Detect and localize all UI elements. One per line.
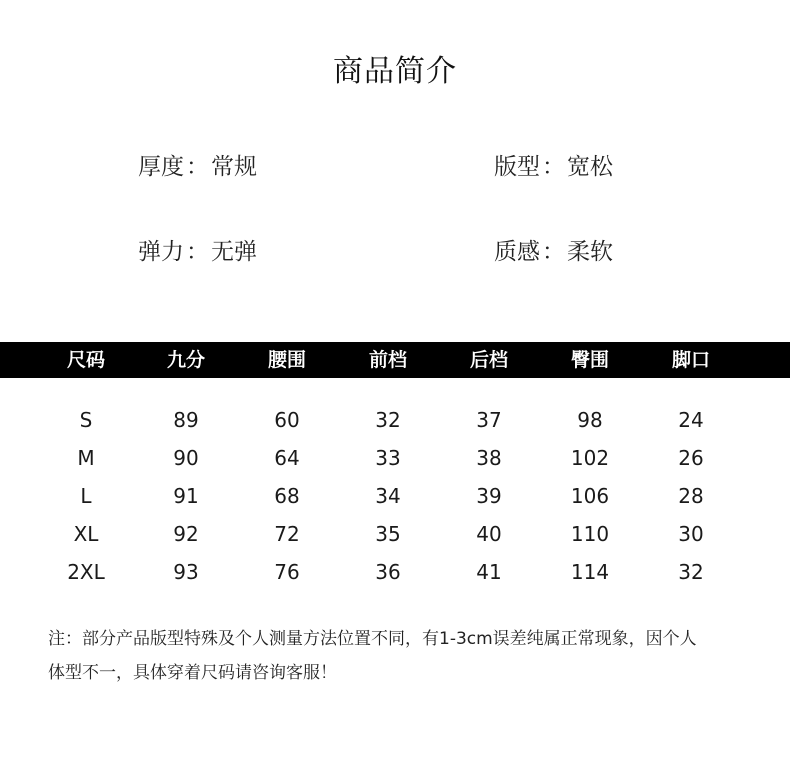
table-cell: 93: [173, 560, 199, 584]
attribute-fit: [494, 148, 613, 181]
table-cell: 98: [577, 408, 603, 432]
header-back-rise: 后档: [469, 349, 509, 371]
attribute-value: 无弹: [211, 239, 257, 265]
attribute-separator: ：: [542, 154, 565, 180]
attribute-separator: ：: [186, 154, 209, 180]
note-line: 注：部分产品版型特殊及个人测量方法位置不同，有1-3cm误差纯属正常现象，因个人: [48, 629, 697, 649]
table-cell: 106: [570, 484, 610, 508]
table-row: [0, 439, 790, 477]
table-cell: 36: [375, 560, 401, 584]
table-cell: M: [77, 446, 95, 470]
table-row: [0, 553, 790, 591]
header-hip: 臀围: [570, 349, 610, 371]
header-size: 尺码: [66, 349, 106, 371]
table-cell: 64: [274, 446, 300, 470]
size-note: [48, 622, 748, 690]
table-cell: 68: [274, 484, 300, 508]
table-cell: 24: [678, 408, 704, 432]
table-cell: 38: [476, 446, 502, 470]
table-cell: 90: [173, 446, 199, 470]
table-cell: 39: [476, 484, 502, 508]
table-cell: L: [80, 484, 92, 508]
table-cell: 76: [274, 560, 300, 584]
page-title: 商品简介: [333, 54, 457, 89]
table-cell: 60: [274, 408, 300, 432]
table-cell: 2XL: [67, 560, 105, 584]
table-cell: 91: [173, 484, 199, 508]
attribute-separator: ：: [186, 239, 209, 265]
attribute-label: 弹力: [138, 239, 184, 265]
table-cell: 37: [476, 408, 502, 432]
table-cell: 41: [476, 560, 502, 584]
table-row: [0, 477, 790, 515]
header-leg-opening: 脚口: [671, 349, 711, 371]
attribute-thickness: [138, 148, 257, 181]
size-table-header: [0, 342, 790, 378]
attribute-value: 柔软: [567, 239, 613, 265]
table-cell: S: [79, 408, 93, 432]
header-front-rise: 前档: [368, 349, 408, 371]
attribute-label: 厚度: [138, 154, 184, 180]
table-cell: 34: [375, 484, 401, 508]
attribute-elasticity: [138, 233, 257, 266]
table-cell: 40: [476, 522, 502, 546]
attribute-label: 版型: [494, 154, 540, 180]
table-cell: 89: [173, 408, 199, 432]
attribute-separator: ：: [542, 239, 565, 265]
table-cell: 35: [375, 522, 401, 546]
table-cell: 28: [678, 484, 704, 508]
table-cell: 72: [274, 522, 300, 546]
table-row: [0, 515, 790, 553]
header-length: 九分: [166, 349, 206, 371]
note-line: 体型不一，具体穿着尺码请咨询客服！: [48, 663, 337, 683]
table-cell: XL: [73, 522, 99, 546]
table-cell: 102: [570, 446, 610, 470]
table-cell: 32: [678, 560, 704, 584]
table-cell: 114: [570, 560, 610, 584]
table-cell: 33: [375, 446, 401, 470]
attribute-label: 质感: [494, 239, 540, 265]
attribute-value: 宽松: [567, 154, 613, 180]
attribute-value: 常规: [211, 154, 257, 180]
table-cell: 30: [678, 522, 704, 546]
table-cell: 26: [678, 446, 704, 470]
table-cell: 32: [375, 408, 401, 432]
table-cell: 92: [173, 522, 199, 546]
table-row: [0, 401, 790, 439]
attribute-texture: [494, 233, 613, 266]
header-waist: 腰围: [267, 349, 307, 371]
table-cell: 110: [570, 522, 610, 546]
